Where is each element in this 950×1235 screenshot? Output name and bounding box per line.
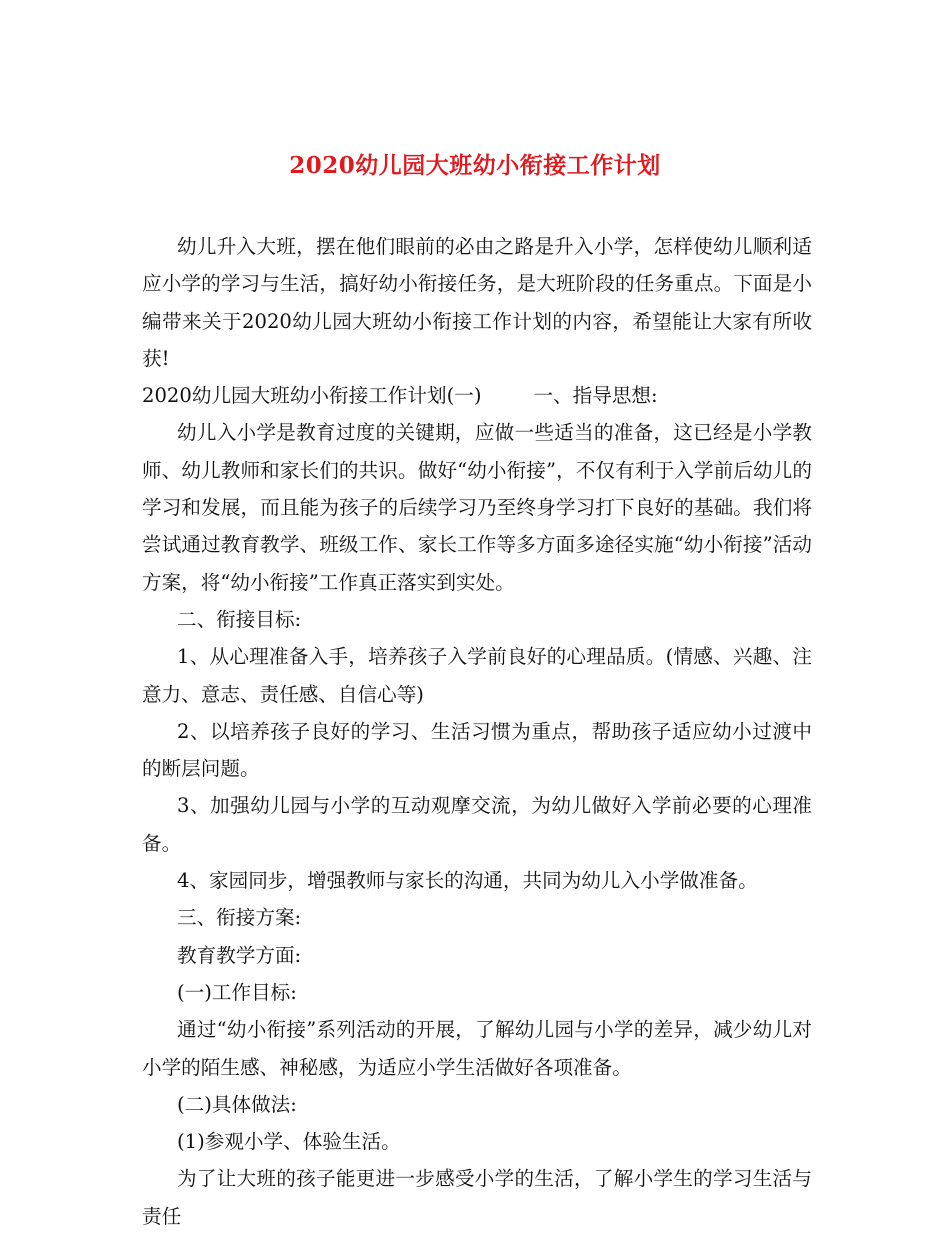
document-body — [142, 228, 812, 1235]
intro-paragraph: 幼儿升入大班，摆在他们眼前的必由之路是升入小学，怎样使幼儿顺利适应小学的学习与生活，搞好幼小衔接任务，是大班阶段的任务重点。下面是小编带来关于2020幼儿园大班幼小衔接工作计划的内容，希望能让大家有所收获! — [142, 235, 812, 370]
work-goal-heading: (一)工作目标: — [177, 980, 297, 1004]
goals-heading: 二、衔接目标: — [177, 607, 302, 631]
plan-heading: 三、衔接方案: — [177, 906, 302, 930]
goal-item-4: 4、家园同步，增强教师与家长的沟通，共同为幼儿入小学做准备。 — [177, 869, 758, 893]
method-item-1-paragraph: 为了让大班的孩子能更进一步感受小学的生活，了解小学生的学习生活与责任 — [142, 1167, 812, 1228]
document-title: 2020幼儿园大班幼小衔接工作计划 — [289, 152, 661, 179]
work-goal-paragraph: 通过“幼小衔接”系列活动的开展，了解幼儿园与小学的差异，减少幼儿对小学的陌生感、神秘感，为适应小学生活做好各项准备。 — [142, 1018, 812, 1079]
guiding-thought-paragraph: 幼儿入小学是教育过度的关键期，应做一些适当的准备，这已经是小学教师、幼儿教师和家长们的共识。做好“幼小衔接”，不仅有利于入学前后幼儿的学习和发展，而且能为孩子的后续学习乃至终身学习打下良好的基础。我们将尝试通过教育教学、班级工作、家长工作等多方面多途径实施“幼小衔接”活动方案，将“幼小衔接”工作真正落实到实处。 — [142, 421, 812, 594]
section-heading: 2020幼儿园大班幼小衔接工作计划(一) — [142, 384, 482, 408]
goal-item-3: 3、加强幼儿园与小学的互动观摩交流，为幼儿做好入学前必要的心理准备。 — [142, 794, 812, 855]
method-item-1: (1)参观小学、体验生活。 — [177, 1130, 401, 1154]
goal-item-1: 1、从心理准备入手，培养孩子入学前良好的心理品质。(情感、兴趣、注意力、意志、责任感、自信心等) — [142, 645, 812, 706]
teaching-heading: 教育教学方面: — [177, 943, 302, 967]
guiding-thought-heading: 一、指导思想: — [533, 384, 658, 408]
methods-heading: (二)具体做法: — [177, 1092, 297, 1116]
section-heading-line — [142, 377, 812, 414]
goal-item-2: 2、以培养孩子良好的学习、生活习惯为重点，帮助孩子适应幼小过渡中的断层问题。 — [142, 719, 812, 781]
